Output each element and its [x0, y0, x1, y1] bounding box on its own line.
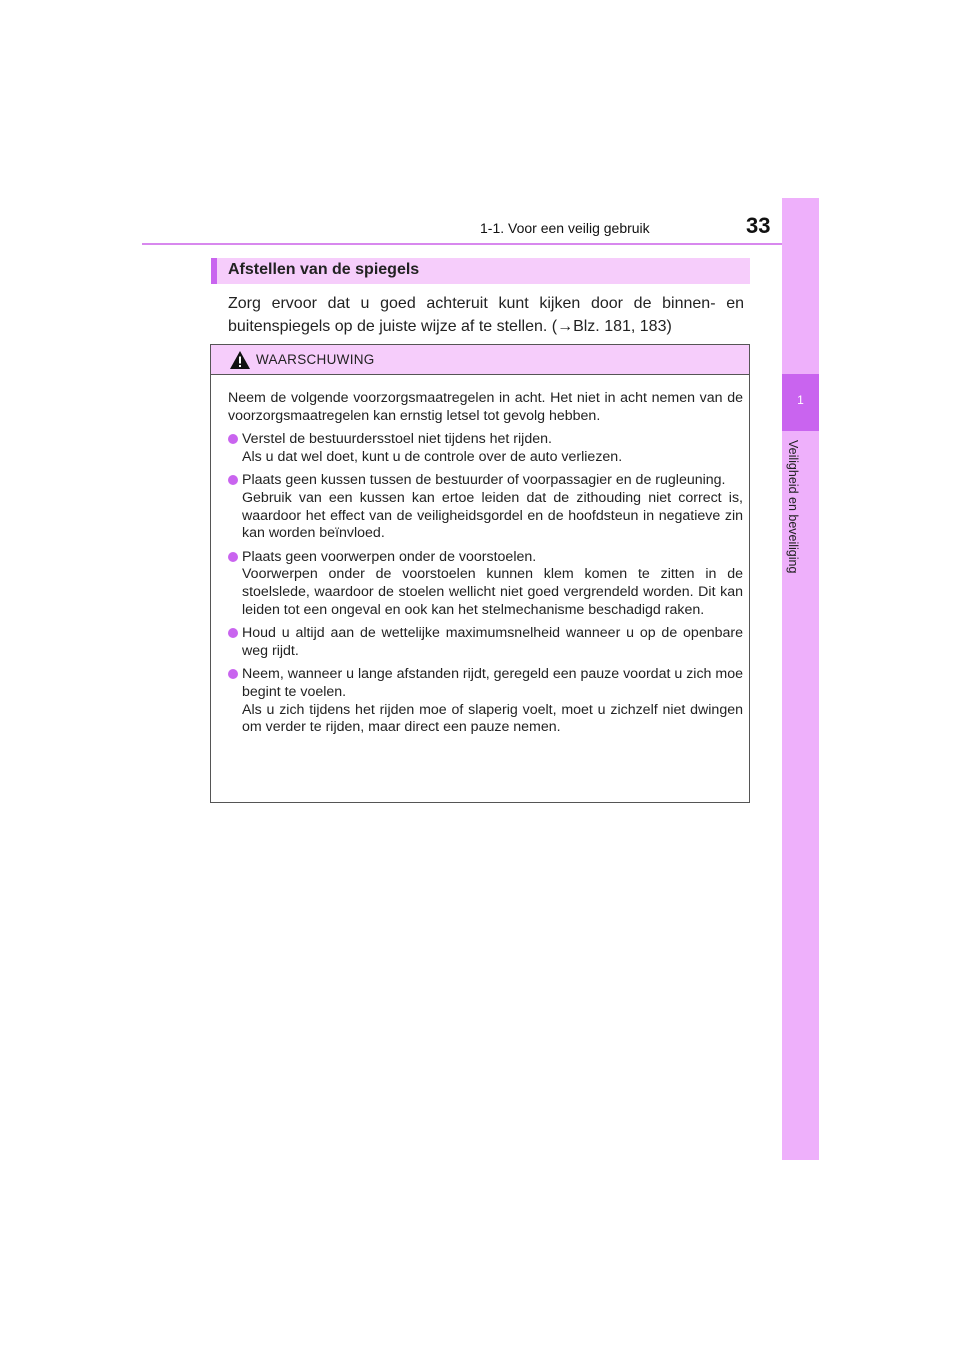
warning-item-main: Houd u altijd aan de wettelijke maximumsnelheid wanneer u op de openbare weg rijdt. — [242, 625, 743, 659]
warning-header — [211, 345, 749, 375]
warning-item-detail: Gebruik van een kussen kan ertoe leiden dat de zithouding niet correct is, waardoor het effect van de veiligheidsgordel en de hoofdsteun in negatieve zin kan worden beïnvloed. — [242, 489, 743, 542]
warning-item-main: Plaats geen kussen tussen de bestuurder of voorpassagier en de rugleuning. — [242, 472, 726, 489]
warning-item — [228, 625, 743, 660]
page-number: 33 — [746, 213, 771, 238]
bullet-dot-icon — [228, 552, 238, 562]
warning-body — [211, 375, 749, 737]
warning-item — [228, 472, 743, 542]
warning-triangle-icon — [229, 350, 251, 370]
warning-box — [210, 344, 750, 803]
warning-item — [228, 549, 743, 619]
bullet-dot-icon — [228, 669, 238, 679]
warning-item-detail: Voorwerpen onder de voorstoelen kunnen klem komen te zitten in de stoelslede, waardoor de stoelen wellicht niet goed vergrendeld worden. Dit kan leiden tot een ongeval en ook kan het stelmechanisme beschadigd raken. — [242, 566, 743, 618]
header-section-title: 1-1. Voor een veilig gebruik — [480, 220, 650, 236]
bullet-dot-icon — [228, 475, 238, 485]
warning-title: WAARSCHUWING — [256, 352, 375, 367]
warning-item — [228, 666, 743, 736]
intro-paragraph: Zorg ervoor dat u goed achteruit kunt kijken door de binnen- en buitenspiegels op de juiste wijze af te stellen. (→Blz. 181, 183) — [228, 295, 744, 335]
side-tab — [782, 198, 819, 1160]
warning-item-detail: Als u dat wel doet, kunt u de controle over de auto verliezen. — [242, 448, 623, 465]
warning-item — [228, 431, 743, 466]
section-heading — [211, 258, 750, 284]
side-tab-label: Veiligheid en beveiliging — [786, 440, 800, 574]
header-divider — [142, 243, 818, 245]
warning-item-main: Neem, wanneer u lange afstanden rijdt, geregeld een pauze voordat u zich moe begint te voelen. — [242, 666, 743, 700]
warning-item-main: Plaats geen voorwerpen onder de voorstoelen. — [242, 548, 537, 565]
bullet-dot-icon — [228, 628, 238, 638]
bullet-dot-icon — [228, 434, 238, 444]
warning-item-detail: Als u zich tijdens het rijden moe of slaperig voelt, moet u zichzelf niet dwingen om verder te rijden, maar direct een pauze nemen. — [242, 701, 743, 736]
warning-intro: Neem de volgende voorzorgsmaatregelen in acht. Het niet in acht nemen van de voorzorgsmaatregelen kan ernstig letsel tot gevolg hebben. — [228, 390, 743, 424]
warning-item-main: Verstel de bestuurdersstoel niet tijdens het rijden. — [242, 431, 552, 448]
section-heading-text: Afstellen van de spiegels — [228, 261, 420, 278]
side-tab-number: 1 — [782, 374, 819, 431]
